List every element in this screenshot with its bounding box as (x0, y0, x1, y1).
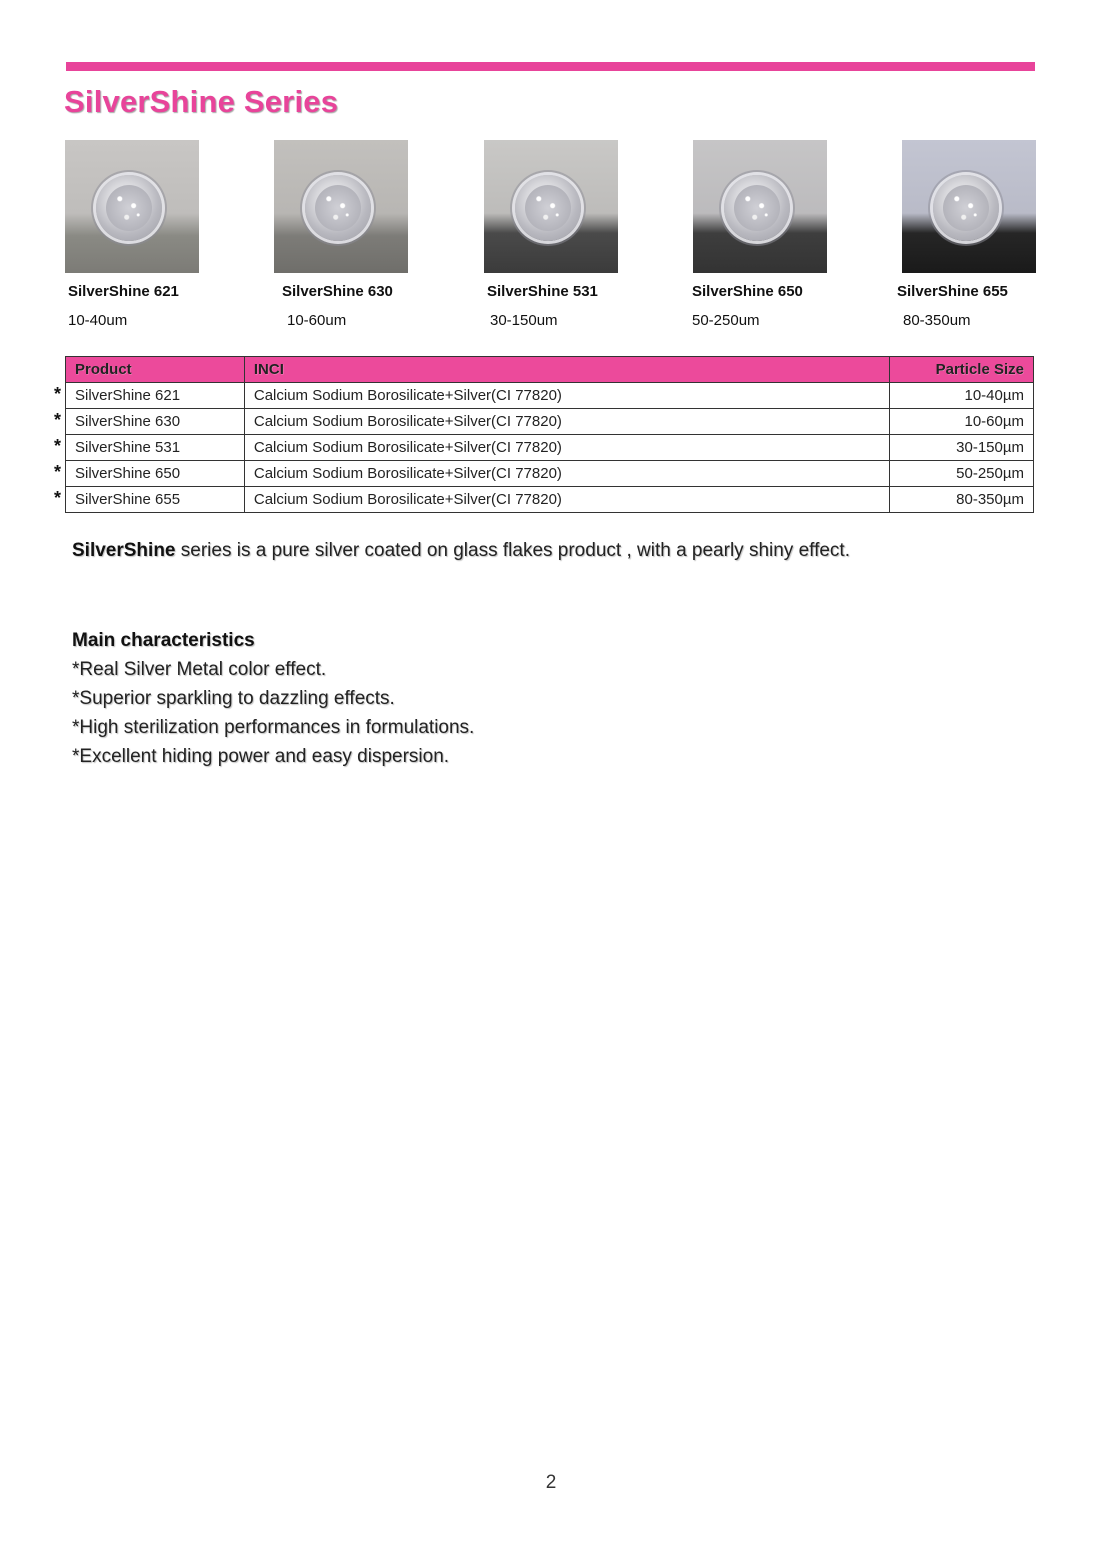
cell-size: 50-250µm (890, 461, 1034, 487)
cell-inci: Calcium Sodium Borosilicate+Silver(CI 77820) (244, 435, 889, 461)
glitter-jar-icon (96, 175, 162, 241)
characteristics-heading: Main characteristics (72, 630, 255, 651)
glitter-jar-icon (933, 175, 999, 241)
accent-bar (66, 62, 1035, 71)
product-name: SilverShine 531 (487, 283, 598, 300)
product-name: SilverShine 655 (897, 283, 1008, 300)
table-header-row (66, 357, 1034, 383)
cell-product: SilverShine 531 (66, 435, 245, 461)
glitter-jar-icon (305, 175, 371, 241)
product-name: SilverShine 650 (692, 283, 803, 300)
row-marker: * (54, 410, 62, 430)
glitter-jar-icon (724, 175, 790, 241)
row-marker: * (54, 436, 62, 456)
header-particle-size: Particle Size (890, 357, 1034, 383)
brand-name: SilverShine (72, 540, 176, 561)
cell-size: 80-350µm (890, 487, 1034, 513)
cell-size: 10-40µm (890, 383, 1034, 409)
table-row (66, 383, 1034, 409)
product-size: 10-60um (287, 312, 347, 329)
table-row (66, 435, 1034, 461)
characteristics-section (72, 626, 474, 771)
cell-product: SilverShine 621 (66, 383, 245, 409)
row-marker: * (54, 462, 62, 482)
cell-inci: Calcium Sodium Borosilicate+Silver(CI 77820) (244, 487, 889, 513)
header-inci: INCI (244, 357, 889, 383)
product-size: 30-150um (490, 312, 558, 329)
glitter-jar-icon (515, 175, 581, 241)
characteristic-item: *Superior sparkling to dazzling effects. (72, 688, 395, 709)
product-name: SilverShine 630 (282, 283, 393, 300)
characteristic-item: *Real Silver Metal color effect. (72, 659, 327, 680)
product-image-655 (902, 140, 1036, 273)
page-number: 2 (545, 1472, 557, 1493)
description-text: series is a pure silver coated on glass flakes product , with a pearly shiny effect. (175, 540, 850, 561)
cell-product: SilverShine 655 (66, 487, 245, 513)
product-size: 80-350um (903, 312, 971, 329)
cell-inci: Calcium Sodium Borosilicate+Silver(CI 77820) (244, 383, 889, 409)
product-size: 50-250um (692, 312, 760, 329)
row-marker: * (54, 384, 62, 404)
table-row (66, 487, 1034, 513)
cell-size: 30-150µm (890, 435, 1034, 461)
product-image-630 (274, 140, 408, 273)
product-image-531 (484, 140, 618, 273)
cell-inci: Calcium Sodium Borosilicate+Silver(CI 77820) (244, 461, 889, 487)
table-row (66, 409, 1034, 435)
spec-table (65, 356, 1034, 513)
product-image-650 (693, 140, 827, 273)
product-size: 10-40um (68, 312, 128, 329)
cell-product: SilverShine 630 (66, 409, 245, 435)
header-product: Product (66, 357, 245, 383)
page-title: SilverShine Series (64, 84, 339, 119)
cell-size: 10-60µm (890, 409, 1034, 435)
series-description (72, 540, 850, 562)
cell-inci: Calcium Sodium Borosilicate+Silver(CI 77820) (244, 409, 889, 435)
cell-product: SilverShine 650 (66, 461, 245, 487)
characteristic-item: *High sterilization performances in formulations. (72, 717, 475, 738)
row-marker: * (54, 488, 62, 508)
product-image-621 (65, 140, 199, 273)
characteristic-item: *Excellent hiding power and easy dispersion. (72, 746, 450, 767)
product-name: SilverShine 621 (68, 283, 179, 300)
table-row (66, 461, 1034, 487)
